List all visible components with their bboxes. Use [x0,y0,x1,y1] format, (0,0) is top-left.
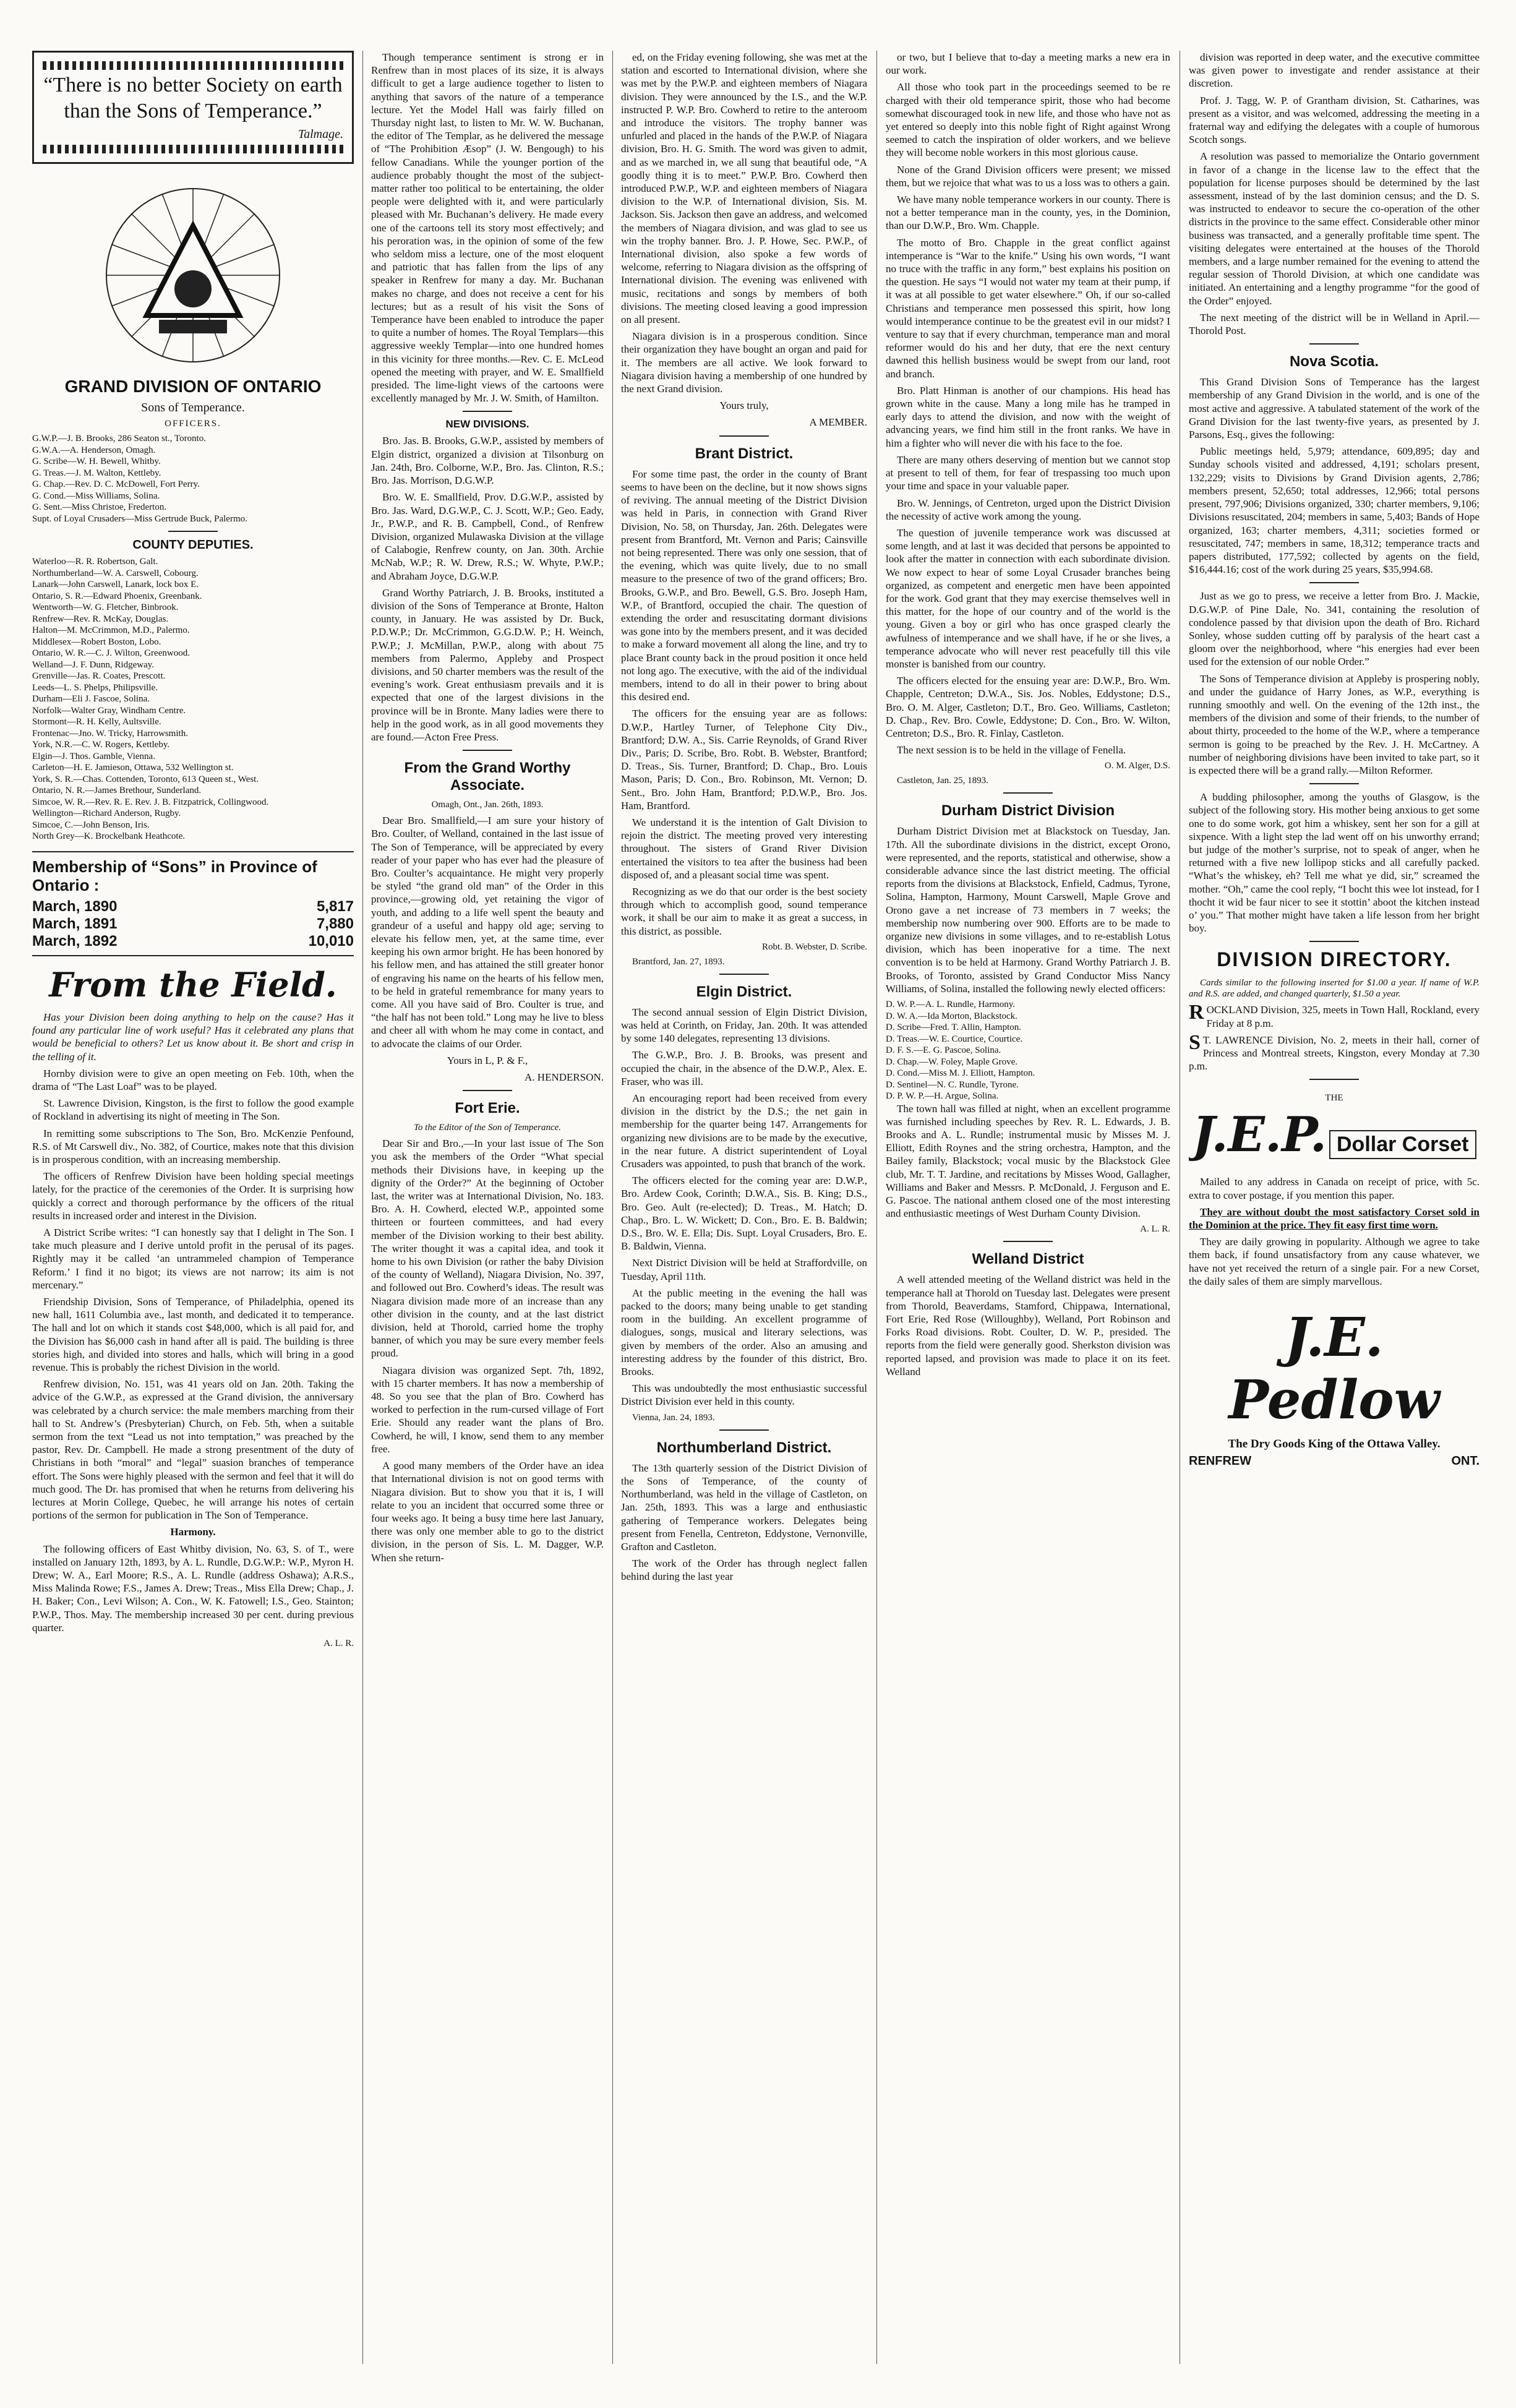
article-paragraph: At the public meeting in the evening the hall was packed to the doors; many being unable to get standing room in the building. An excellent programme of dialogues, songs, musical and literary selections, was given by members of the order. Also an amusing and interesting address by the founder of this district, Bro. Brooks. [621,1287,867,1378]
article-paragraph: For some time past, the order in the county of Brant seems to have been on the decline, but it now shows signs of reviving. The annual meeting of the District Division was held in Paris, in connection with Grand River Division, No. 58, on Thursday, Jan. 26th. Delegates were present from Brantford, Mt. Vernon and Paris; Cainsville not being represented. There was only one session, that of the evening, which was quite lively, due to no small measure to the presence of two of the grand officers; Bro. Brooks, G.W.P., and Bro. Bewell, G.S. Bro. Joseph Ham, W.P., of Brantford, occupied the chair. The question of extending the order and resuscitating dormant divisions was gone into by the members present, and it was decided to make a forward movement all along the line, and try to place Brant county back in the proud position it once held not long ago. The executive, with the aid of the individual members, intend to do all in their power to bring about this desired end. [621,468,867,703]
officer-entry: D. Sentinel—N. C. Rundle, Tyrone. [886,1079,1019,1090]
deputy-entry: York, S. R.—Chas. Cottenden, Toronto, 613 Queen st., West. [32,774,259,784]
article-paragraph: The Sons of Temperance division at Appleby is prospering nobly, and under the guidance of Harry Jones, as W.P., everything is running smoothly and well. On the evening of the 12th inst., the members of the division and some of their friends, to the number of about thirty, proceeded to the home of the W.P., where a temperance sermon is going to be preached by the Rev. J. H. McCartney. A number of neighboring divisions have been invited to take part, so it is expected there will be a grand rally.—Milton Reformer. [1189,672,1480,776]
article-paragraph: Bro. W. Jennings, of Centreton, urged upon the District Division the necessity of active work among the young. [886,497,1170,522]
article-paragraph: This was undoubtedly the most enthusiastic successful District Division ever held in this county. [621,1382,867,1408]
divider [719,1429,769,1431]
divider [463,750,512,751]
directory-text: OCKLAND Division, 325, meets in Town Hall, Rockland, every Friday at 8 p.m. [1206,1004,1480,1029]
article-paragraph: Hornby division were to give an open meeting on Feb. 10th, when the drama of “The Last Loaf” was to be played. [32,1067,354,1092]
article-paragraph: The following officers of East Whitby division, No. 63, S. of T., were installed on January 12th, 1893, by A. L. Rundle, D.G.W.P.: W.P., Myron H. Drew; W. A., Earl Moore; R.S., A. L. Rundle (address Oshawa); A.R.S., Miss Malinda Rowe; F.S., James A. Drew; Treas., Miss Ella Drew; Chap., J. H. Baker; Con., Levi Wilson; A. Con., W. K. Fatowell; I.S., Geo. Stainton; P.W.P., Thos. May. The membership increased 30 per cent. during previous quarter. [32,1543,354,1634]
article-paragraph: Renfrew division, No. 151, was 41 years old on Jan. 20th. Taking the advice of the G.W.P., as expressed at the Grand division, the anniversary was celebrated by a church service: the male members marching from their hall to St. Andrew’s (Presbyterian) Church, on Feb. 5th, when a suitable sermon from the text “Lead us not into temptation,” was preached by the pastor, Rev. Dr. Campbell. He made a strong presentment of the duty of Christians in both “moral” and “legal” suasion branches of temperance effort. The Sons were highly pleased with the sermon and feel that it will do much good. The Dr. has promised that when he returns from delivering his lectures at Morin College, Quebec, he will arrange his notes of certain portions of the sermon for publication in The Son of Temperance. [32,1378,354,1522]
ad-the-label: THE [1325,1093,1343,1103]
deputy-entry: Elgin—J. Thos. Gamble, Vienna. [32,751,155,761]
article-paragraph: The town hall was filled at night, when an excellent programme was furnished including speeches by Rev. R. L. Edwards, J. B. Brooks and A. L. Rundle; instrumental music by Misses M. J. Elliott, Edith Roynes and the string orchestra, Hampton, and the Bailey family, Blackstock; vocal music by the Blackstock Glee club, Mr. T. T. Jardine, and recitations by Misses Wood, Gallagher, Williams and Baker and Messrs. P. McDonald, J. Ferguson and E. G. Pascoe. The national anthem closed one of the most interesting and enthusiastic meetings of West Durham County Division. [886,1102,1170,1220]
officer-entry: G.W.P.—J. B. Brooks, 286 Seaton st., Toronto. [32,434,207,444]
deputy-entry: Ontario, S. R.—Edward Phoenix, Greenbank. [32,591,202,601]
deputy-entry: Waterloo—R. R. Robertson, Galt. [32,557,158,567]
column-3 [621,51,867,2364]
column-5 [1189,51,1480,2364]
division-directory-heading: DIVISION DIRECTORY. [1217,948,1452,971]
article-signature: A. L. R. [323,1639,354,1649]
northumberland-district-heading: Northumberland District. [656,1439,832,1456]
article-paragraph: The officers for the ensuing year are as follows: D.W.P., Hartley Turner, of Telephone City Div., Brantford; D.W. A., Sis. Carrie Reynolds, of Grand River Div., Paris; D. Scribe, Bro. Robt. B. Webster, Brantford; D. Treas., Sis. Turner, Brantford; D. Chap., Bro. Louis Mason, Paris; D. Con., Bro. Robinson, Mt. Vernon; D. Sent., Bro. John Ham, Brantford; P.D.W.P., Bro. Jos. Ham, Brantford. [621,708,867,812]
order-emblem [32,176,354,374]
column-4 [886,51,1170,2364]
drop-cap: R [1189,1001,1204,1024]
deputy-entry: Ontario, W. R.—C. J. Wilton, Greenwood. [32,648,190,659]
dateline: Vienna, Jan. 24, 1893. [632,1412,715,1423]
elgin-district-heading: Elgin District. [696,983,792,1000]
membership-count: 5,817 [316,898,354,915]
membership-date: March, 1891 [32,915,118,932]
article-paragraph: Recognizing as we do that our order is the best society through which to accomplish good, sound temperance work, it shall be our aim to make it as great a success, in this district, as possible. [621,885,867,937]
officer-entry: D. Scribe—Fred. T. Allin, Hampton. [886,1022,1022,1032]
durham-officers-list [886,999,1170,1102]
ad-province: ONT. [1451,1454,1480,1468]
grand-division-heading: GRAND DIVISION OF ONTARIO [64,377,322,396]
membership-row [32,933,354,950]
article-paragraph: Bro. W. E. Smallfield, Prov. D.G.W.P., assisted by Bro. Jas. Ward, D.G.W.P., C. J. Scott, W.P.; Geo. Eady, Jr., P.W.P., and R. B. Campbell, Cond., of Renfrew Division, organized Mulawaska Division at the village of Calabogie, Renfrew county, on Jan. 30th. Archie McNab, W.P.; R. W. Drew, R.S.; W. Whyte, P.W.P.; and Abraham Joyce, D.G.W.P. [371,491,604,582]
deputy-entry: Welland—J. F. Dunn, Ridgeway. [32,659,155,670]
article-paragraph: An encouraging report had been received from every division in the district by the D.S.; the net gain in membership for the quarter being 147. Arrangements for organizing new divisions are to be made by the executive, in the near future. A district superintendent of Loyal Crusaders was appointed, to push that branch of the work. [621,1092,867,1170]
membership-count: 7,880 [316,915,354,932]
officer-entry: D. P. W. P.—H. Argue, Solina. [886,1091,999,1101]
decorative-border [43,61,343,70]
deputy-entry: Simcoe, W. R.—Rev. R. E. Rev. J. B. Fitzpatrick, Collingwood. [32,797,269,807]
article-paragraph: Friendship Division, Sons of Temperance, of Philadelphia, opened its new hall, 1611 Columbia ave., last month, and dedicated it to temperance. The hall and lot on which it stands cost $48,000, which is all paid for, and the Division has $6,000 cash in hand after all is paid. The building is three stories high, and divided into stores and halls, which will bring in a good revenue. This is probably the richest Division in the world. [32,1295,354,1373]
dateline: Brantford, Jan. 27, 1893. [632,956,725,967]
brant-district-heading: Brant District. [695,445,794,462]
decorative-border [43,145,343,153]
nova-scotia-heading: Nova Scotia. [1289,353,1379,371]
fort-erie-subheading: To the Editor of the Son of Temperance. [413,1123,562,1133]
officers-heading: OFFICERS. [165,419,221,429]
deputy-entry: Halton—M. McCrimmon, M.D., Palermo. [32,625,190,636]
article-paragraph: Public meetings held, 5,979; attendance, 609,895; day and Sunday schools visited and addressed, 4,191; scholars present, 132,229; visits to Divisions by Grand Division agents, 2,786; members present, 52,650; total addresses, 12,966; total persons present, 797,906; Divisions organized, 330; charter members, 9,106; Divisions resuscitated, 204; members in same, 5,403; Bands of Hope organized, 163; charter members, 4,311; societies formed or resuscitated, 747; members in same, 18,312; temperance tracts and papers distributed, 177,592; collected by agents on the field, $16,444.16; cost of the work during 25 years, $35,994.68. [1189,445,1480,576]
membership-row [32,898,354,915]
membership-row [32,915,354,933]
article-paragraph: Niagara division is in a prosperous condition. Since their organization they have bought an organ and paid for it. The members are all active. We look forward to Niagara division having a membership of one hundred by the next Grand division. [621,330,867,395]
article-paragraph: The work of the Order has through neglect fallen behind during the last year [621,1557,867,1583]
dollar-corset-label: Dollar Corset [1329,1130,1476,1159]
deputy-entry: York, N.R.—C. W. Rogers, Kettleby. [32,740,170,750]
corset-advertisement [1189,1092,1480,1163]
welland-district-heading: Welland District [972,1251,1084,1268]
column-2 [371,51,604,2364]
article-paragraph: Durham District Division met at Blackstock on Tuesday, Jan. 17th. All the subordinate divisions in the district, except Orono, were represented, and the reports, statistical and otherwise, show a considerable advance since the last district meeting. The official reports from the divisions at Blackstock, Enfield, Cadmus, Tyrone, Solina, Hampton, Harmony, Mount Carswell, Maple Grove and Orono gave a net increase of 73 members in 7 weeks; the membership now numbering over 900. Efforts are to be made to organize new divisions in some villages, and to re-establish Lotus division, which has been inoperative for a time. The next convention is to be held at Harmony. Grand Worthy Patriarch J. B. Brooks, of Toronto, assisted by Grand Conductor Miss Nancy Williams, of Solina, installed the following newly elected officers: [886,825,1170,995]
ad-tagline: The Dry Goods King of the Ottawa Valley. [1228,1438,1441,1451]
officer-entry: G. Sent.—Miss Christoe, Frederton. [32,502,167,513]
deputy-entry: Lanark—John Carswell, Lanark, lock box E. [32,580,199,590]
article-paragraph: The motto of Bro. Chapple in the great conflict against intemperance is “War to the knife.” Using his own words, “I want no truce with the traffic in any form,” best explains his position on the question. He says “I would not water my team at their pump, if it was at all possible to get water elsewhere.” Oh, if our so-called Christians and temperance men possessed this spirit, how long would intemperance continue to be the greatest evil in our midst? I venture to say that if every churchman, temperance man and moral reformer would do his and her duty, that ere the next century dawned this hellish business would be swept from our land, root and branch. [886,236,1170,380]
deputy-entry: Middlesex—Robert Boston, Lobo. [32,636,161,647]
article-paragraph: In remitting some subscriptions to The Son, Bro. McKenzie Penfound, R.S. of Mt Carswell div., No. 382, of Courtice, makes note that this division is in prosperous condition, with an increasing membership. [32,1127,354,1165]
directory-text: T. LAWRENCE Division, No. 2, meets in their hall, corner of Princess and Montreal streets, Kingston, every Monday at 7.30 p.m. [1189,1034,1480,1073]
deputy-entry: Simcoe, C.—John Benson, Iris. [32,820,150,830]
county-deputies-heading: COUNTY DEPUTIES. [132,538,254,552]
dateline: Omagh, Ont., Jan. 26th, 1893. [431,800,544,810]
dateline: Castleton, Jan. 25, 1893. [897,776,988,786]
membership-table [32,851,354,956]
article-paragraph: A resolution was passed to memorialize the Ontario government in favor of a change in the license law to the effect that the population for license purposes should be determined by the last assessment, instead of by the last dominion census; and the D. S. was instructed to endeavor to secure the co-operation of the other districts in the province to the same effect. Considerable other minor business was transacted, and a generally profitable time spent. The visiting delegates were entertained at the houses of the Thorold members, and a large number remained for the evening to attend the regular session of Thorold Division, at which one candidate was initiated. An entertaining and a lengthy programme “for the good of the Order” enjoyed. [1189,150,1480,307]
divider [463,1090,512,1091]
article-paragraph: Bro. Jas. B. Brooks, G.W.P., assisted by members of Elgin district, organized a division at Tilsonburg on Jan. 24th, Bro. Colborne, W.P., Bro. Jas. Clinton, R.S.; Bro. Jas. Morrison, D.G.W.P. [371,435,604,487]
officer-entry: D. Chap.—W. Foley, Maple Grove. [886,1056,1018,1067]
divider [1003,792,1053,794]
durham-district-heading: Durham District Division [941,802,1115,820]
drop-cap: S [1189,1030,1201,1054]
directory-entry [1189,1030,1480,1073]
ad-paragraph: Mailed to any address in Canada on receipt of price, with 5c. extra to cover postage, if you mention this paper. [1189,1176,1480,1201]
article-paragraph: The officers elected for the ensuing year are: D.W.P., Bro. Wm. Chapple, Centreton; D.W.A., Sis. Jos. Nobles, Eddystone; D.S., Bro. O. M. Alger, Castleton; D.T., Bro. Geo. Williams, Castleton; D. Chap., Rev. Bro. Cowle, Eddystone; D. Con., Bro. W. Wilton, Centreton; D.S., Bro. R. Finlay, Castleton. [886,675,1170,739]
deputy-entry: Renfrew—Rev. R. McKay, Douglas. [32,614,169,624]
divider [1309,582,1359,583]
deputy-entry: Frontenac—Jno. W. Tricky, Harrowsmith. [32,728,188,739]
quote-attribution: Talmage. [298,127,343,141]
grand-worthy-associate-heading: From the Grand Worthy Associate. [404,760,571,794]
deputy-entry: Wellington—Richard Anderson, Rugby. [32,808,181,819]
emblem-icon [100,182,286,368]
article-paragraph: A District Scribe writes: “I can honestly say that I delight in The Son. I take much pleasure and I derive untold profit in the perusal of its pages. Rightly may it be called ‘an untrammeled champion of Temperance Reform.’ I find it no bigot; its views are not narrow; its aim is not mercenary.” [32,1226,354,1291]
membership-date: March, 1890 [32,898,118,915]
article-paragraph: The second annual session of Elgin District Division, was held at Corinth, on Friday, Jan. 20th. It was attended by some 140 delegates, representing 13 divisions. [621,1006,867,1045]
new-divisions-heading: NEW DIVISIONS. [445,418,529,431]
directory-entry [1189,1003,1480,1029]
article-paragraph: Just as we go to press, we receive a letter from Bro. J. Mackie, D.G.W.P. of Pine Dale, No. 341, containing the resolution of condolence passed by that division upon the death of Bro. Richard Sonley, whose sudden cutting off by paralysis of the heart cast a gloom over the neighborhood, where “his energies had ever been used for the extension of our noble Order.” [1189,590,1480,668]
officer-entry: D. F. S.—E. G. Pascoe, Solina. [886,1045,1001,1055]
article-paragraph: Grand Worthy Patriarch, J. B. Brooks, instituted a division of the Sons of Temperance at Bronte, Halton county, in January. He was assisted by Dr. Buck, P.D.W.P.; Dr. McCrimmon, G.G.D.W. P.; H. Weinch, P.W.P.; J. McMillan, P.W.P., along with about 75 members from Palermo, Appleby and Prospect divisions, and 50 charter members was the result of the evening’s work. Great enthusiasm prevails and it is expected that one of the largest divisions in the province will be in Bronte. Many ladies were there to help in the good work, as in all good movements they are found.—Acton Free Press. [371,586,604,743]
article-paragraph: The G.W.P., Bro. J. B. Brooks, was present and occupied the chair, in the absence of the D.W.P., Alex. E. Fraser, who was ill. [621,1049,867,1087]
deputy-entry: Northumberland—W. A. Carswell, Cobourg. [32,568,199,578]
county-deputies-list [32,556,354,842]
pedlow-signature: J.E. Pedlow [1228,1306,1440,1432]
masthead-quote-box [32,51,354,164]
article-paragraph: None of the Grand Division officers were present; we missed them, but we rejoice that what was to us a loss was to others a gain. [886,163,1170,189]
article-paragraph: Niagara division was organized Sept. 7th, 1892, with 15 charter members. It has now a membership of 48. So you see that the plan of Bro. Cowherd has worked to perfection in the rum-cursed village of Fort Erie. Should any reader want the plans of Bro. Cowherd, he will, I know, send them to any member free. [371,1364,604,1455]
article-paragraph: A budding philosopher, among the youths of Glasgow, is the subject of the following story. His mother being anxious to get some one to do some work, got him a whiskey, sent her son for a gill at sixpence. With a light step the lad went off on his unworthy errand; but judge of the mother’s surprise, not to speak of anger, when he returned with a five new lollipop sticks and all carefully packed. “What’s the whiskey, eh? Tell me what ye did, sir,” screamed the mother. “Oh,” came the cool reply, “I bocht this wee lot instead, for I thocht it wid be faur nicer to see it stottin’ aboot the kitchen instead o’ you.” That mother might have taken a life lesson from her bright boy. [1189,791,1480,935]
officer-entry: G. Treas.—J. M. Walton, Kettleby. [32,468,161,478]
divider [1309,343,1359,345]
deputy-entry: Durham—Eli J. Fascoe, Solina. [32,694,150,705]
column-1 [32,51,354,2364]
deputy-entry: Carleton—H. E. Jamieson, Ottawa, 532 Wellington st. [32,763,234,773]
membership-date: March, 1892 [32,932,118,949]
deputy-entry: Leeds—L. S. Phelps, Philipsville. [32,682,158,693]
letter-body: Dear Bro. Smallfield,—I am sure your history of Bro. Coulter, of Welland, contained in the last issue of The Son of Temperance, will be appreciated by every reader of your paper who has ever had the pleasure of Bro. Coulter’s acquaintance. He might very properly be styled “the grand old man” of the Order in this province,—growing old, yet retaining the vigor of youth, and adding to a life well spent the beauty and grandeur of a useful and happy old age; serving to elevate his fellow men, yet, at the same time, ever keeping his own armor bright. He has been honored by his fellow men, and has attained the still greater honor of engraving his name on the hearts of his fellow men, to be held in grateful remembrance for many years to come. All you have said of Bro. Coulter is true, and “the half has not been told.” Long may he live to bless and cheer all with whom he may come in contact, and to advocate the claims of our Order. [371,815,604,1050]
article-paragraph: We understand it is the intention of Galt Division to rejoin the district. The meeting proved very interesting throughout. The sisters of Grand River Division entertained the visitors to tea after the business had been disposed of, and a pleasant social time was spent. [621,816,867,881]
column-rule [612,51,613,2364]
divider [1309,783,1359,784]
letter-close: Yours in L, P. & F., [447,1054,528,1066]
column-rule [362,51,363,2364]
divider [1309,1079,1359,1080]
officer-entry: D. W. P.—A. L. Rundle, Harmony. [886,1000,1016,1009]
article-paragraph: Bro. Platt Hinman is another of our champions. His head has grown white in the cause. Many a long mile has he tramped in early days to attend the division, and now with the weight of advancing years, we find him still in the front ranks. We have in him a fighter who will never die with his face to the foe. [886,384,1170,449]
article-signature: Robt. B. Webster, D. Scribe. [762,941,867,952]
membership-count: 10,010 [308,932,354,949]
officer-entry: G. Chap.—Rev. D. C. McDowell, Fort Perry. [32,479,200,490]
fort-erie-heading: Fort Erie. [455,1100,520,1117]
article-paragraph: or two, but I believe that to-day a meeting marks a new era in our work. [886,51,1170,77]
article-paragraph: The officers elected for the coming year are: D.W.P., Bro. Ardew Cook, Corinth; D.W.A., Sis. B. King; D.S., Bro. Geo. Ault (re-elected); D. Treas., M. Hatch; D. Chap., Bro. L. W. Wickett; D. Con., Bro. E. B. Baldwin; D.S., Bro. W. E. Ella; Dis. Supt. Loyal Crusaders, Bro. E. B. Baldwin, Vienna. [621,1175,867,1253]
ad-paragraph: They are daily growing in popularity. Although we agree to take them back, if found unsatisfactory from any cause whatever, we have not yet received the return of a single pair. For a new Corset, the daily sales of them are simply marvellous. [1189,1236,1480,1287]
officer-entry: D. Cond.—Miss M. J. Elliott, Hampton. [886,1068,1035,1078]
letter-signature: A MEMBER. [809,416,867,429]
article-paragraph: ed, on the Friday evening following, she was met at the station and escorted to International division, where she was met by the P.W.P. and eighteen members of Niagara division. They were announced by the I.S., and the W.P. instructed P. W.P. Bro. Cowherd to retire to the anteroom and introduce the visitors. The trophy banner was unfurled and placed in the hands of the P.W.P. of Niagara division, Bro. H. G. Smith. The word was given to admit, and as we marched in, we all sung that beautiful ode, “A goodly thing it is to meet.” P.W.P. Bro. Cowherd then introduced P.W.P., W.P. and eighteen members of Niagara division to the W.P. of International division, Sis. M. Jackson. Sis. Jackson then gave an address, and welcomed the members of Niagara division, and was glad to see us win the trophy banner. Bro. J. P. Howe, Sec. P.W.P., of International division, also spoke a few words of welcome, referring to Niagara division as the offspring of International division. The evening was enlivened with music, recitations and songs by members of both divisions. The meeting closed leaving a good impression on all present. [621,51,867,326]
officer-entry: Supt. of Loyal Crusaders—Miss Gertrude Buck, Palermo. [32,513,247,524]
article-paragraph: Dear Sir and Bro.,—In your last issue of The Son you ask the members of the Order “What special methods their Divisions have, in keeping up the dignity of the Order?” At the beginning of October last, the writer was at International Division, No. 183. Bro. A. H. Cowherd, elected W.P., appointed some thirteen or fourteen committees, and had every member of the Division working to their best ability. The writer thought it was a capital idea, and took it home to his own Division (or rather the baby Division of the county of Welland), Niagara Division, No. 397, and followed out Bro. Cowherd’s ideas. The result was Niagara division made more of an increase than any other division in the county, and at the last district division, held at Thorold, carried home the trophy banner, of which you may be sure every member feels proud. [371,1138,604,1360]
harmony-heading: Harmony. [170,1526,216,1538]
brand-monogram: J.E.P. [1192,1107,1327,1163]
officer-entry: D. W. A.—Ida Morton, Blackstock. [886,1011,1017,1021]
divider [168,531,218,532]
letter-signature: A. HENDERSON. [525,1071,604,1084]
deputy-entry: Stormont—R. H. Kelly, Aultsville. [32,717,161,727]
article-paragraph: A well attended meeting of the Welland district was held in the temperance hall at Thorold on Tuesday last. Delegates were present from Thorold, Beaverdams, Stamford, Chippawa, International, Fort Erie, Red Rose (Willoughby), Welland, Port Robinson and Forks Road divisions. Robt. Coulter, D. W. P., presided. The reports from the field were generally good. Sherkston division was reported lapsed, and provision was made to place it on its feet. Welland [886,1274,1170,1378]
officer-entry: D. Treas.—W. E. Courtice, Courtice. [886,1034,1023,1044]
membership-heading: Membership of “Sons” in Province of Ontario : [32,857,317,894]
directory-note: Cards similar to the following inserted for $1.00 a year. If name of W.P. and R.S. are added, and changed quarterly, $1.50 a year. [1189,978,1480,1000]
divider [463,411,512,412]
article-paragraph: division was reported in deep water, and the executive committee was given power to investigate and render assistance at their discretion. [1189,51,1480,90]
officers-list [32,433,354,525]
article-signature: A. L. R. [1140,1224,1170,1235]
divider [1309,941,1359,942]
article-paragraph: This Grand Division Sons of Temperance has the largest membership of any Grand Division in the world, and is one of the most active and aggressive. A tabulated statement of the work of the Grand Division for the last twenty-five years, as presented by J. Parsons, Esq., gives the following: [1189,376,1480,441]
ad-paragraph: They are without doubt the most satisfactory Corset sold in the Dominion at the price. They fit easy first time worn. [1189,1206,1480,1232]
deputy-entry: Grenville—Jas. R. Coates, Prescott. [32,671,166,682]
article-paragraph: There are many others deserving of mention but we cannot stop at present to tell of them, for fear of trespassing too much upon your time and space in your valuable paper. [886,453,1170,492]
article-paragraph: The question of juvenile temperance work was discussed at some length, and at last it was decided that persons be appointed to look after the matter in connection with each subordinate division. We now expect to hear of some Loyal Crusader branches being organized, as competent and energetic men have been appointed for the work. God grant that they may exercise themselves well in this matter, for the hope of our country and of the world is the young. Given a boy or girl who has once grasped clearly the awfulness of intemperance and we shall have, if he or she lives, a temperance advocate who will never rest peacefully till this vile monster is banished from our country. [886,526,1170,670]
officer-entry: G. Scribe—W. H. Bewell, Whitby. [32,456,161,467]
divider [1003,1241,1053,1242]
divider [719,435,769,437]
from-the-field-title: From the Field. [49,964,337,1005]
letter-close: Yours truly, [719,400,769,412]
ad-town: RENFREW [1189,1454,1252,1468]
article-paragraph: The 13th quarterly session of the District Division of the Sons of Temperance, of the county of Northumberland, was held in the village of Castleton, on Jan. 25th, 1893. This was a large and enthusiastic gathering of Temperance workers. Delegates being present from Fenella, Centreton, Eddystone, Vernonville, Grafton and Castleton. [621,1462,867,1553]
masthead-quote: “There is no better Society on earth than the Sons of Temperance.” [43,74,343,122]
divider [719,974,769,975]
column-rule [876,51,877,2364]
deputy-entry: North Grey—K. Brockelbank Heathcote. [32,831,186,842]
newspaper-page [32,51,1480,2364]
article-paragraph: We have many noble temperance workers in our county. There is not a better temperance man in the county, yes, in the Dominion, than our D.W.P., Bro. Wm. Chapple. [886,194,1170,232]
deputy-entry: Wentworth—W. G. Fletcher, Binbrook. [32,602,179,613]
article-paragraph: St. Lawrence Division, Kingston, is the first to follow the good example of Rockland in advertising its night of meeting in The Son. [32,1097,354,1123]
article-paragraph: All those who took part in the proceedings seemed to be re charged with their old temperance spirit, those who had become somewhat discouraged took in new life, and those who have not as yet entered so deeply into this noble fight of Right against Wrong seemed to catch the inspiration of older workers, and we believe they will become noble workers in this most glorious cause. [886,81,1170,159]
grand-division-subheading: Sons of Temperance. [141,401,245,415]
officer-entry: G.W.A.—A. Henderson, Omagh. [32,445,156,455]
article-signature: O. M. Alger, D.S. [1104,761,1170,771]
ad-footer [1189,1454,1480,1468]
article-paragraph: A good many members of the Order have an idea that International division is not on good terms with Niagara division. But to show you that it is, I will relate to you an incident that occurred some three or four weeks ago. It being a busy time here last January, there was only one member able to go to the district division, in the person of Sis. L. M. Dagger, W.P. When she return- [371,1460,604,1564]
article-paragraph: Prof. J. Tagg, W. P. of Grantham division, St. Catharines, was present as a visitor, and was welcomed, addressing the meeting in a fraternal way and edifying the delegates with a couple of humorous Scotch songs. [1189,94,1480,146]
deputy-entry: Norfolk—Walter Gray, Windham Centre. [32,705,186,716]
deputy-entry: Ontario, N. R.—James Brethour, Sunderland. [32,786,202,796]
article-paragraph: Though temperance sentiment is strong er in Renfrew than in most places of its size, it is always difficult to get a large audience together to listen to anything that savors of the nature of a temperance lecture. Yet the Model Hall was fairly filled on Thursday night last, to listen to Mr. W. W. Buchanan, the editor of The Templar, as he delivered the message of “The Prohibition Æsop” (J. W. Bengough) to his fellow Canadians. While the younger portion of the audience probably thought the most of the subject-matter rather too political to be entertaining, the older people were delighted with it, and were particularly pleased with Mr. Buchanan’s delivery. He made every one of the cartoons tell its story most effectively; and his peroration was, in the opinion of some of the few who seldom miss a lecture, one of the most eloquent and patriotic that has fallen from the lips of any speaker in Renfrew for many a day. Mr. Buchanan makes no charge, and does not receive a cent for his lectures; but as a result of his visit the Sons of Temperance have been enabled to introduce the paper to quite a number of homes. The Royal Templars—this aggressive weekly Templar—into one hundred homes in this vicinity for three months.—Rev. C. E. McLeod opened the meeting with prayer, and W. E. Smallfield presided. The lime-light views of the cartoons were excellently managed by Mr. J. W. Smith, of Hamilton. [371,51,604,405]
article-paragraph: Next District Division will be held at Straffordville, on Tuesday, April 11th. [621,1257,867,1282]
field-intro: Has your Division been doing anything to help on the cause? Has it found any particular line of work useful? Has it celebrated any plans that would be beneficial to others? Let us know about it. Be short and crisp in the telling of it. [32,1011,354,1063]
officer-entry: G. Cond.—Miss Williams, Solina. [32,491,160,501]
article-paragraph: The officers of Renfrew Division have been holding special meetings lately, for the practice of the ceremonies of the Order. It is surprising how quickly a correct and thorough performance by the officers of the ritual results in increased order and interest in the Division. [32,1170,354,1222]
article-paragraph: The next meeting of the district will be in Welland in April.—Thorold Post. [1189,311,1480,337]
article-paragraph: The next session is to be held in the village of Fenella. [897,744,1126,756]
